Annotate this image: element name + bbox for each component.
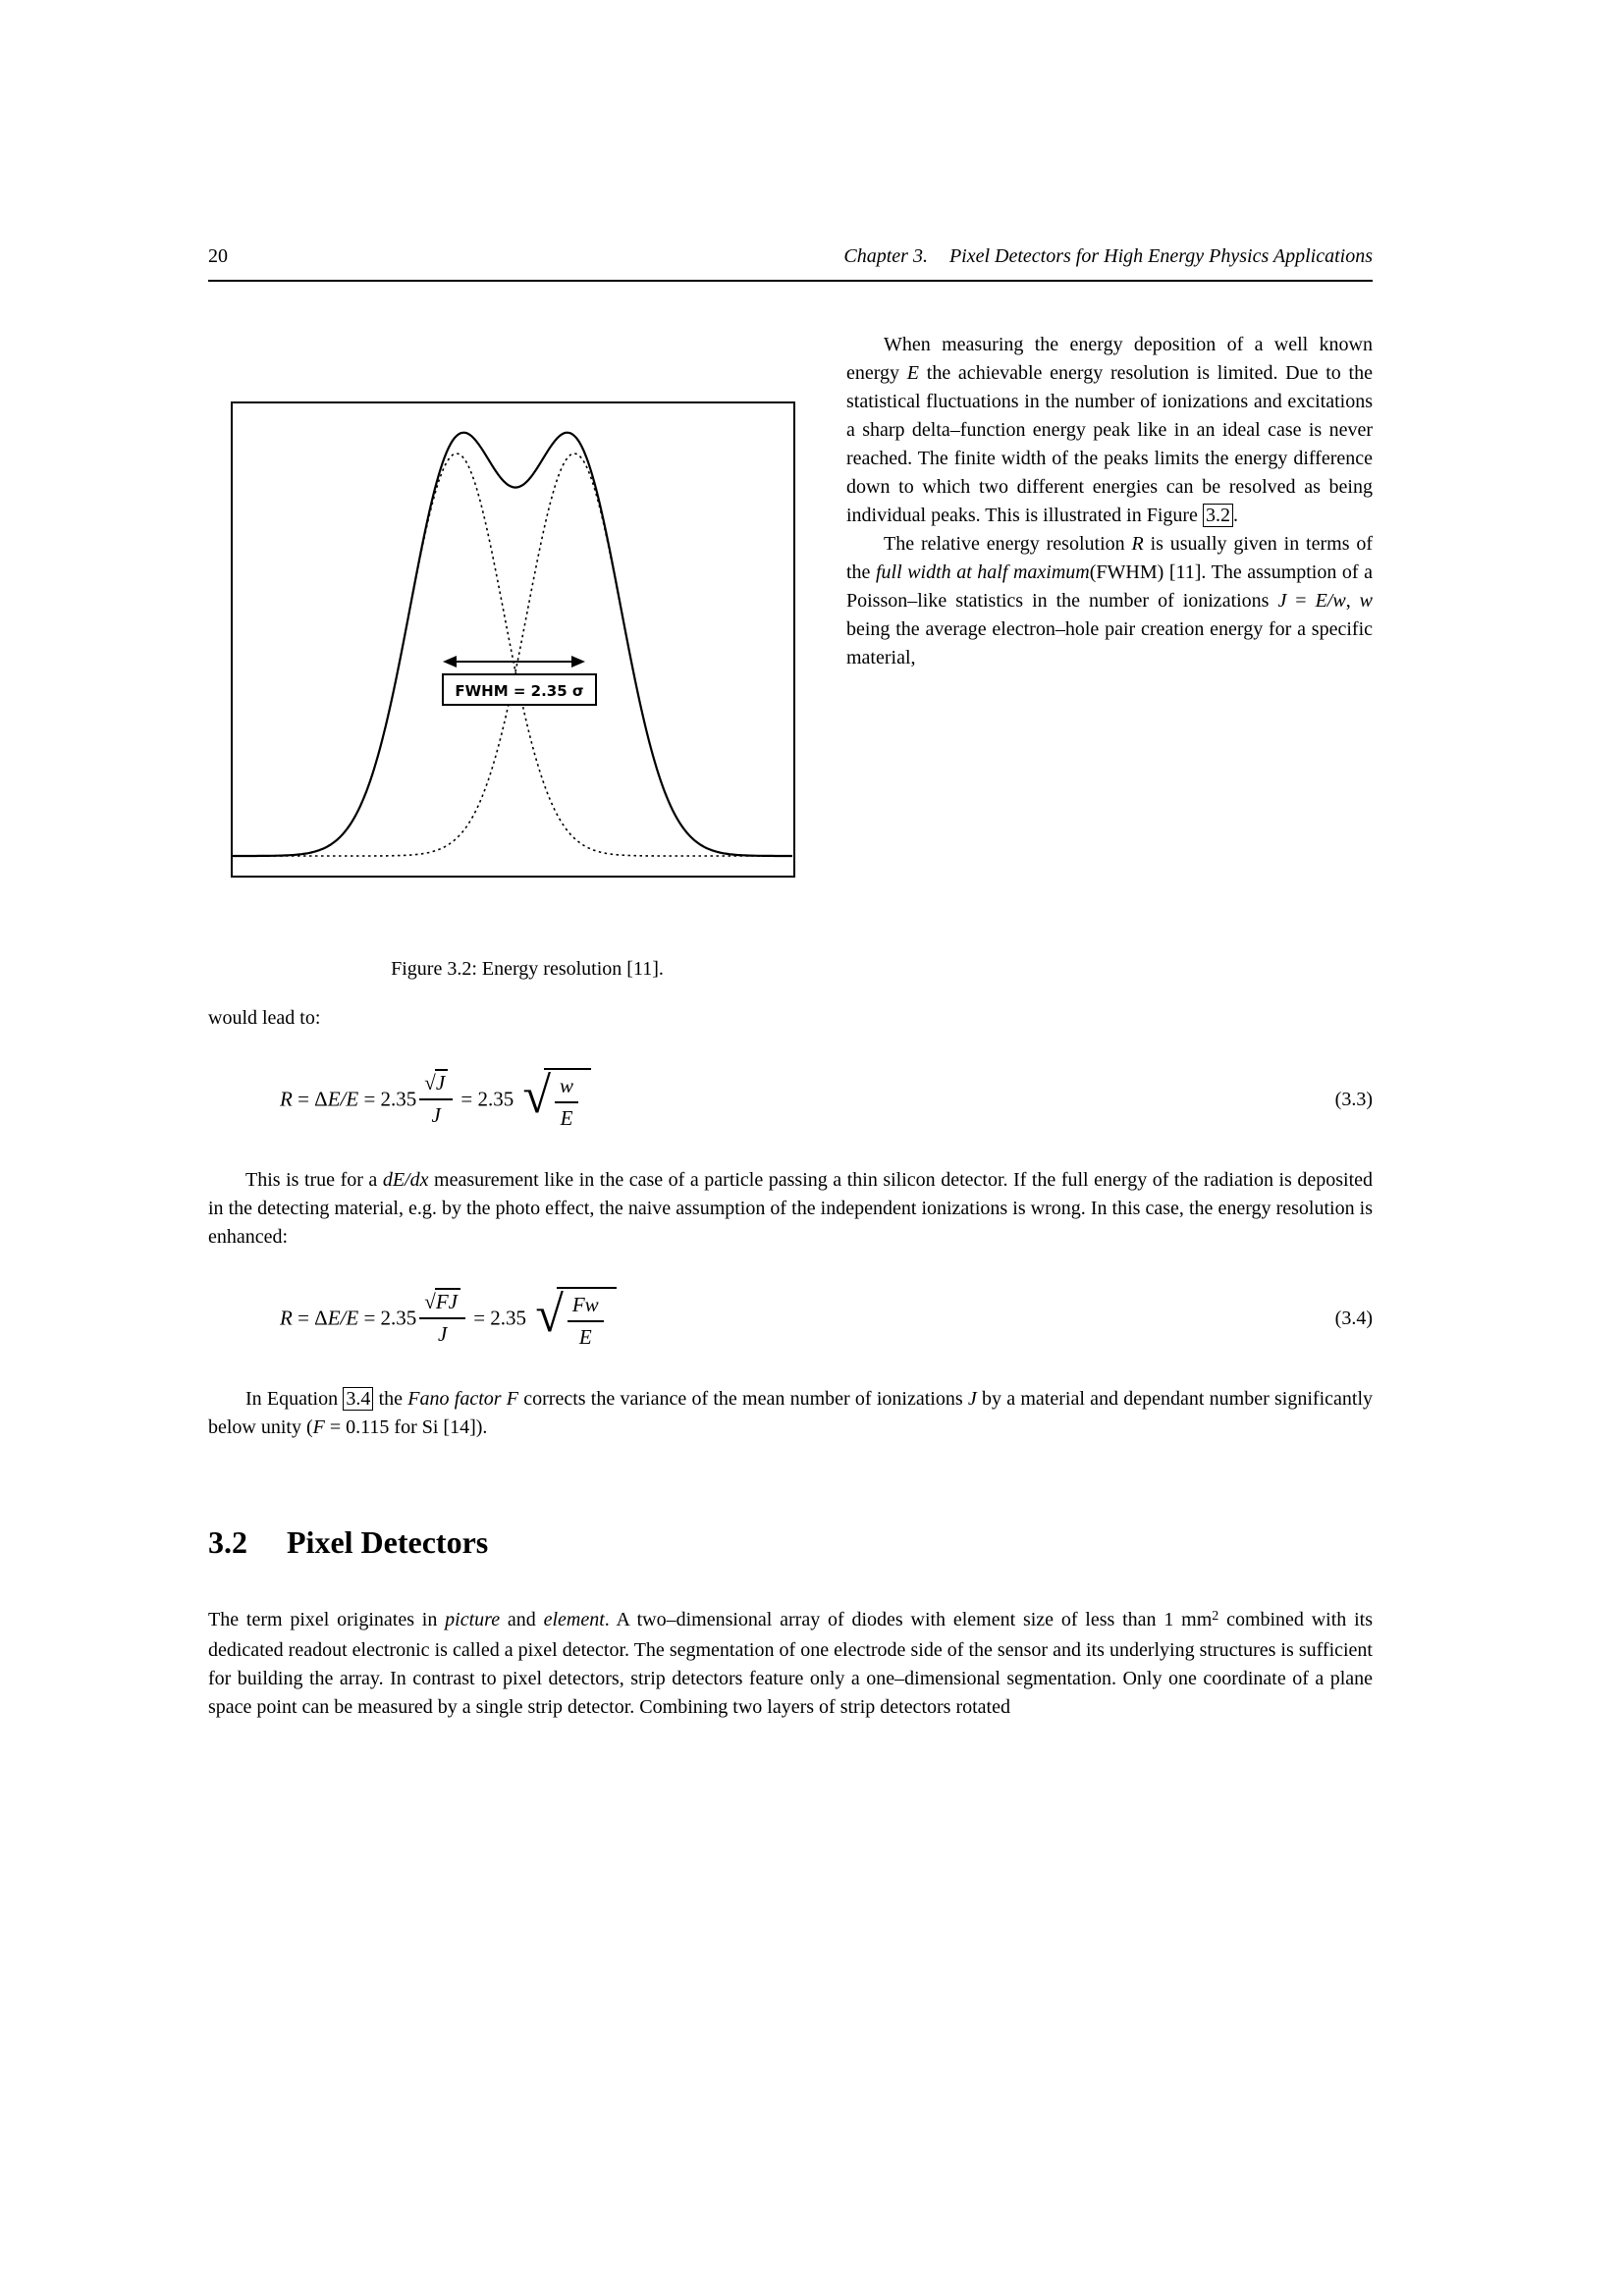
text-segment: When measuring the energy deposition of a well known energy [846, 334, 1373, 384]
text-segment: In Equation [245, 1388, 344, 1410]
text-segment: (FWHM) [11]. The assumption of a Poisson–like statistics in the number of ionizations [846, 561, 1374, 612]
fraction [419, 1071, 453, 1128]
text-segment: corrects the variance of the mean number of ionizations [518, 1388, 968, 1410]
text-segment: the achievable energy resolution is limited. Due to the statistical fluctuations in the number of ionizations and excitations a sharp delta–function energy peak like in an ideal case is never reached. The finite width of the peaks limits the energy difference down to which two different energies can be resolved as being individual peaks. This is illustrated in Figure [846, 362, 1373, 526]
chapter-label: Chapter 3. [843, 245, 928, 267]
section-heading [208, 1524, 1373, 1561]
text-segment: = [1286, 590, 1316, 612]
fwhm-label: FWHM = 2.35 σ [455, 682, 584, 700]
chapter-running-title [843, 245, 1373, 268]
text-segment: full width at half maximum [875, 561, 1090, 583]
text-segment: J [1277, 590, 1287, 612]
equation-reference-link[interactable]: 3.4 [343, 1387, 373, 1411]
text-segment: the [373, 1388, 408, 1410]
paragraph [208, 1606, 1373, 1722]
superscript: 2 [1212, 1608, 1219, 1624]
page-header [208, 245, 1373, 282]
text-segment: F [312, 1416, 325, 1438]
equation-expression [280, 1068, 591, 1131]
math-symbol: = 2.35 [358, 1087, 417, 1111]
sqrt-expression [522, 1068, 591, 1131]
figure-plot [233, 403, 793, 876]
fraction [555, 1074, 578, 1131]
paragraph [846, 530, 1373, 672]
equation-number: (3.3) [1334, 1088, 1373, 1110]
equation-number: (3.4) [1334, 1307, 1373, 1329]
paragraph [846, 331, 1373, 530]
text-segment: . A two–dimensional array of diodes with element size of less than 1 mm [604, 1609, 1213, 1630]
text-segment: . [1232, 505, 1238, 526]
text-segment: , [1345, 590, 1360, 612]
math-symbol: = 2.35 [358, 1306, 417, 1330]
text-segment: combined with its dedicated readout electronic is called a pixel detector. The segmentation of one electrode side of the sensor and its underlying structures is sufficient for building the array. In contrast to pixel detectors, strip detectors feature only a one–dimensional segmentation. Only one coordinate of a plane space point can be measured by a single strip detector. Combining two layers of strip detectors rotated [208, 1609, 1373, 1718]
text-segment: measurement like in the case of a particle passing a thin silicon detector. If the full energy of the radiation is deposited in the detecting material, e.g. by the photo effect, the naive assumption of the independent ionizations is wrong. In this case, the energy resolution is enhanced: [208, 1169, 1374, 1248]
text-segment: being the average electron–hole pair creation energy for a specific material, [846, 618, 1373, 668]
figure-column [208, 331, 846, 981]
text-segment: The term pixel originates in [208, 1609, 446, 1630]
figure-caption: Figure 3.2: Energy resolution [11]. [391, 958, 664, 980]
math-symbol: = Δ [292, 1306, 328, 1330]
paragraph [208, 1385, 1373, 1442]
gaussian-right-curve [233, 454, 792, 856]
fraction-numerator: Fw [571, 1293, 599, 1316]
fraction [419, 1290, 465, 1347]
math-symbol: = 2.35 [473, 1306, 527, 1330]
sqrt-sign: √ [535, 1287, 564, 1343]
text-segment: Fano factor [407, 1388, 502, 1410]
page-number: 20 [208, 245, 228, 267]
text-segment: R [1131, 533, 1144, 555]
section-number: 3.2 [208, 1524, 247, 1560]
sqrt-sign: √ [424, 1290, 436, 1313]
math-symbol: E/E [327, 1087, 359, 1111]
section-title: Pixel Detectors [287, 1524, 489, 1560]
lead-in-text: would lead to: [208, 1007, 321, 1029]
equation-3-3 [208, 1068, 1373, 1131]
radicand: J [435, 1069, 448, 1095]
text-segment: J [967, 1388, 977, 1410]
text-segment: dE/dx [382, 1169, 429, 1191]
fwhm-arrow [443, 656, 585, 667]
text-segment: E/w [1315, 590, 1346, 612]
equation-3-4 [208, 1287, 1373, 1350]
text-segment: element [543, 1609, 605, 1630]
radicand [557, 1287, 617, 1350]
text-segment: is usually given in terms of the [846, 533, 1373, 583]
text-segment: by a material and dependant number significantly below unity ( [208, 1388, 1374, 1438]
figure-box [231, 401, 795, 878]
equation-expression [280, 1287, 617, 1350]
math-symbol: = 2.35 [460, 1087, 514, 1111]
text-segment: E [906, 362, 920, 384]
math-symbol: = Δ [292, 1087, 328, 1111]
fraction-denominator: E [555, 1101, 578, 1131]
sum-curve [233, 433, 792, 856]
wrapped-text-column [846, 331, 1373, 981]
paragraph [208, 1166, 1373, 1252]
fraction-denominator: J [419, 1098, 453, 1128]
chapter-title: Pixel Detectors for High Energy Physics Applications [948, 245, 1373, 267]
sqrt-sign: √ [424, 1071, 436, 1095]
fraction-denominator: J [419, 1317, 465, 1347]
sqrt-expression [535, 1287, 616, 1350]
gaussian-left-curve [233, 454, 792, 856]
text-segment: and [500, 1609, 544, 1630]
fraction-numerator [419, 1290, 465, 1317]
text-segment: = 0.115 for Si [14]). [324, 1416, 488, 1438]
math-symbol: E/E [327, 1306, 359, 1330]
fraction-denominator: E [568, 1320, 604, 1350]
math-symbol: R [280, 1087, 293, 1111]
radicand: FJ [435, 1288, 460, 1313]
sqrt-sign: √ [522, 1068, 552, 1124]
text-segment: F [506, 1388, 519, 1410]
math-symbol: R [280, 1306, 293, 1330]
text-segment: The relative energy resolution [884, 533, 1132, 555]
text-segment: picture [445, 1609, 501, 1630]
text-segment: w [1359, 590, 1374, 612]
two-column-region [208, 331, 1373, 981]
text-segment: This is true for a [245, 1169, 383, 1191]
fraction [568, 1293, 604, 1350]
fraction-numerator: w [560, 1074, 574, 1097]
fraction-numerator [419, 1071, 453, 1098]
figure-reference-link[interactable]: 3.2 [1203, 504, 1233, 527]
